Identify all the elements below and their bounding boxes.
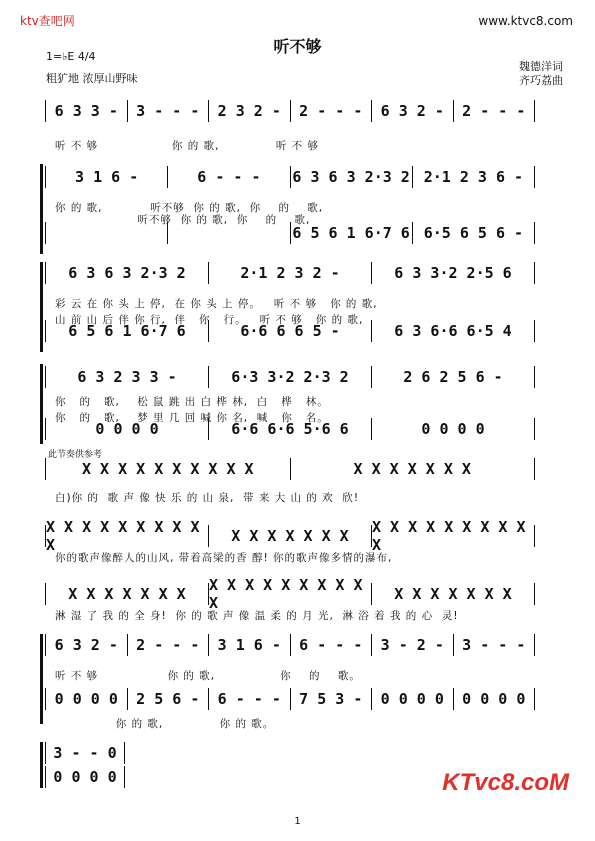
measure: 6 3 2 -: [380, 102, 444, 120]
measure: 6·6 6 6 5 -: [240, 322, 340, 340]
measure: 2·1 2 3 2 -: [240, 264, 340, 282]
measure: 3 1 6 -: [217, 636, 281, 654]
measure: 0 0 0 0: [54, 690, 118, 708]
measure: 0 0 0 0: [462, 690, 526, 708]
measure: 2 - - -: [462, 102, 526, 120]
notation-row: [45, 634, 535, 656]
measure: X X X X X X X: [394, 585, 512, 603]
measure: 3 - - 0: [53, 744, 117, 762]
system-brace: [40, 164, 43, 254]
measure: 6 - - -: [197, 168, 261, 186]
measure: X X X X X X X X X X: [81, 460, 254, 478]
notation-row: [45, 366, 535, 388]
measure: 2 5 6 -: [136, 690, 200, 708]
measure: X X X X X X X: [231, 527, 349, 545]
measure: 0 0 0 0: [53, 768, 117, 786]
notation-row: [45, 766, 125, 788]
measure: 7 5 3 -: [299, 690, 363, 708]
site-url-right: www.ktvc8.com: [478, 14, 573, 28]
notation-row: [45, 688, 535, 710]
lyricist: 魏德洋词: [519, 60, 563, 73]
notation-row: [45, 166, 535, 188]
lyric-line: 你 的 歌, 梦 里 几 回 喊 你 名, 喊 你 名。: [55, 412, 329, 424]
measure: 6·3 3·2 2·3 2: [231, 368, 349, 386]
measure: 0 0 0 0: [95, 420, 159, 438]
measure: X X X X X X X X X X: [372, 518, 526, 554]
barline: [124, 766, 125, 788]
lyric-line: 你 的 歌, 听不够 你 的 歌, 你 的 歌,: [55, 202, 324, 214]
measure: X X X X X X X X X X: [209, 576, 363, 612]
measure: X X X X X X X: [68, 585, 186, 603]
measure: 6 3 6·6 6·5 4: [394, 322, 512, 340]
measure: 6 5 6 1 6·7 6: [68, 322, 186, 340]
measure: 6 3 6 3 2·3 2: [292, 168, 410, 186]
lyric-line: 听不够 你 的 歌, 你 的 歌,: [55, 214, 311, 226]
composer: 齐巧荔曲: [519, 74, 563, 87]
notation-row: [45, 518, 535, 554]
lyric-line: 你 的 歌, 松 鼠 跳 出 白 桦 林, 白 桦 林。: [55, 396, 329, 408]
barline: [534, 366, 535, 388]
measure: 6 - - -: [217, 690, 281, 708]
measure: 3 - - -: [136, 102, 200, 120]
notation-row: [45, 262, 535, 284]
barline: [534, 262, 535, 284]
notation-row: [45, 576, 535, 612]
measure: 6·6 6·6 5·6 6: [231, 420, 349, 438]
lyric-line: 听 不 够 你 的 歌, 你 的 歌。: [55, 670, 361, 682]
measure: 2 6 2 5 6 -: [403, 368, 503, 386]
system-brace: [40, 742, 43, 788]
barline: [534, 166, 535, 188]
lyric-line: 山 前 山 后 伴 你 行, 伴 你 行。 听 不 够 你 的 歌,: [55, 314, 364, 326]
barline: [534, 583, 535, 605]
barline: [534, 688, 535, 710]
measure: 6 5 6 1 6·7 6: [292, 224, 410, 242]
system-brace: [40, 634, 43, 724]
system-brace: [40, 262, 43, 352]
barline: [124, 742, 125, 764]
site-name-left: ktv查吧网: [20, 14, 75, 28]
measure: 6·5 6 5 6 -: [423, 224, 524, 242]
measure: 6 - - -: [299, 636, 363, 654]
measure: 6 3 3 -: [54, 102, 118, 120]
measure: 3 1 6 -: [75, 168, 139, 186]
measure: 2·1 2 3 6 -: [423, 168, 524, 186]
lyric-line: 你 的 歌, 你 的 歌。: [55, 718, 275, 730]
measure: 3 - 2 -: [380, 636, 444, 654]
barline: [45, 222, 46, 244]
page-number: 1: [294, 816, 301, 827]
system-brace: [40, 364, 43, 444]
notation-row: [45, 458, 535, 480]
measure: 0 0 0 0: [421, 420, 485, 438]
measure: 6 3 6 3 2·3 2: [68, 264, 186, 282]
tempo-style: 粗犷地 浓厚山野味: [46, 72, 138, 85]
key-signature: 1=♭E 4/4: [46, 50, 96, 63]
notation-row: [45, 100, 535, 122]
measure: 3 - - -: [462, 636, 526, 654]
barline: [534, 525, 535, 547]
measure: X X X X X X X X X X: [46, 518, 200, 554]
rhythm-note: 此节奏供参考: [48, 450, 103, 460]
logo: KTvc8.coM: [442, 769, 569, 796]
measure: 6 3 2 3 3 -: [77, 368, 177, 386]
notation-row: [45, 742, 125, 764]
measure: 2 - - -: [136, 636, 200, 654]
lyric-line: 你的歌声像醉人的山风, 带着高梁的香 醇! 你的歌声像多情的瀑布,: [55, 552, 393, 564]
barline: [534, 634, 535, 656]
lyric-line: 彩 云 在 你 头 上 停, 在 你 头 上 停。 听 不 够 你 的 歌,: [55, 298, 378, 310]
lyric-line: 听 不 够 你 的 歌, 听 不 够: [55, 140, 319, 152]
measure: 6 3 2 -: [54, 636, 118, 654]
measure: 0 0 0 0: [380, 690, 444, 708]
lyric-line: 淋 湿 了 我 的 全 身! 你 的 歌 声 像 温 柔 的 月 光, 淋 浴 着 我 的 心 灵!: [55, 610, 459, 622]
measure: 6 3 3·2 2·5 6: [394, 264, 512, 282]
barline: [534, 458, 535, 480]
measure: 2 - - -: [299, 102, 363, 120]
measure: X X X X X X X: [353, 460, 471, 478]
measure: 2 3 2 -: [217, 102, 281, 120]
lyric-line: 白)你 的 歌 声 像 快 乐 的 山 泉, 带 来 大 山 的 欢 欣!: [55, 492, 360, 504]
song-title: 听不够: [273, 37, 322, 56]
barline: [534, 100, 535, 122]
